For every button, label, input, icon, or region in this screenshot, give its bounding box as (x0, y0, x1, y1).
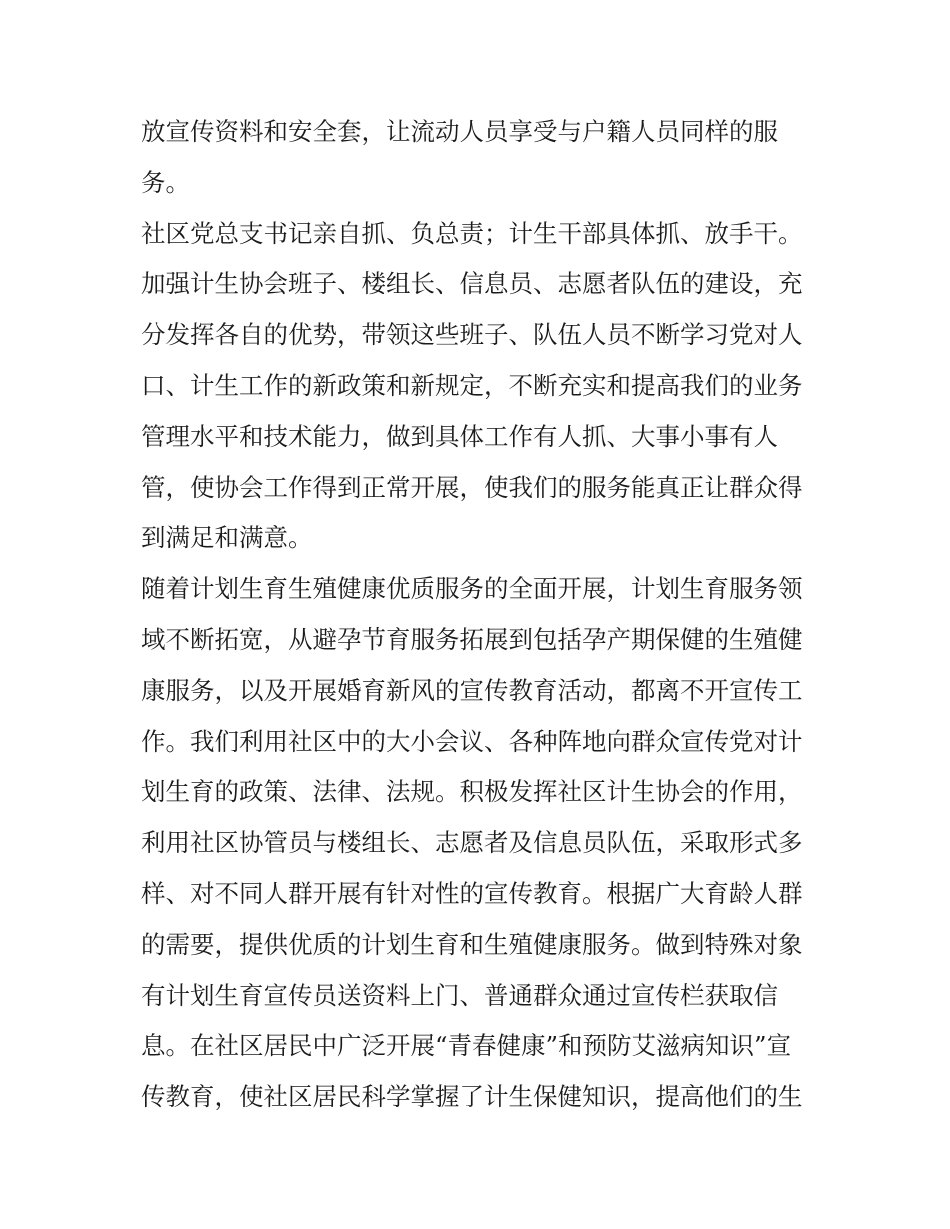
text-line: 息。在社区居民中广泛开展“青春健康”和预防艾滋病知识”宣 (141, 1031, 792, 1061)
text-line: 作。我们利用社区中的大小会议、各种阵地向群众宣传党对计 (141, 726, 803, 756)
text-line: 加强计生协会班子、楼组长、信息员、志愿者队伍的建设，充 (141, 269, 803, 299)
text-line: 康服务，以及开展婚育新风的宣传教育活动，都离不开宣传工 (141, 675, 803, 705)
text-line: 样、对不同人群开展有针对性的宣传教育。根据广大育龄人群 (141, 878, 803, 908)
text-line: 域不断拓宽，从避孕节育服务拓展到包括孕产期保健的生殖健 (141, 624, 803, 654)
body-text (141, 107, 821, 1123)
text-line: 管理水平和技术能力，做到具体工作有人抓、大事小事有人 (141, 421, 778, 451)
text-line: 分发挥各自的优势，带领这些班子、队伍人员不断学习党对人 (141, 320, 803, 350)
text-line: 划生育的政策、法律、法规。积极发挥社区计生协会的作用， (141, 777, 803, 807)
text-line: 的需要，提供优质的计划生育和生殖健康服务。做到特殊对象 (141, 929, 803, 959)
text-line: 社区党总支书记亲自抓、负总责；计生干部具体抓、放手干。 (141, 218, 803, 248)
text-line: 务。 (141, 167, 190, 197)
text-line: 利用社区协管员与楼组长、志愿者及信息员队伍，采取形式多 (141, 828, 803, 858)
text-line: 管，使协会工作得到正常开展，使我们的服务能真正让群众得 (141, 472, 803, 502)
text-line: 放宣传资料和安全套，让流动人员享受与户籍人员同样的服 (141, 117, 778, 146)
text-line: 有计划生育宣传员送资料上门、普通群众通过宣传栏获取信 (141, 980, 778, 1010)
text-line: 随着计划生育生殖健康优质服务的全面开展，计划生育服务领 (141, 574, 803, 604)
text-line: 传教育，使社区居民科学掌握了计生保健知识，提高他们的生 (141, 1082, 803, 1112)
text-line: 口、计生工作的新政策和新规定，不断充实和提高我们的业务 (141, 370, 803, 400)
text-line: 到满足和满意。 (141, 523, 313, 553)
